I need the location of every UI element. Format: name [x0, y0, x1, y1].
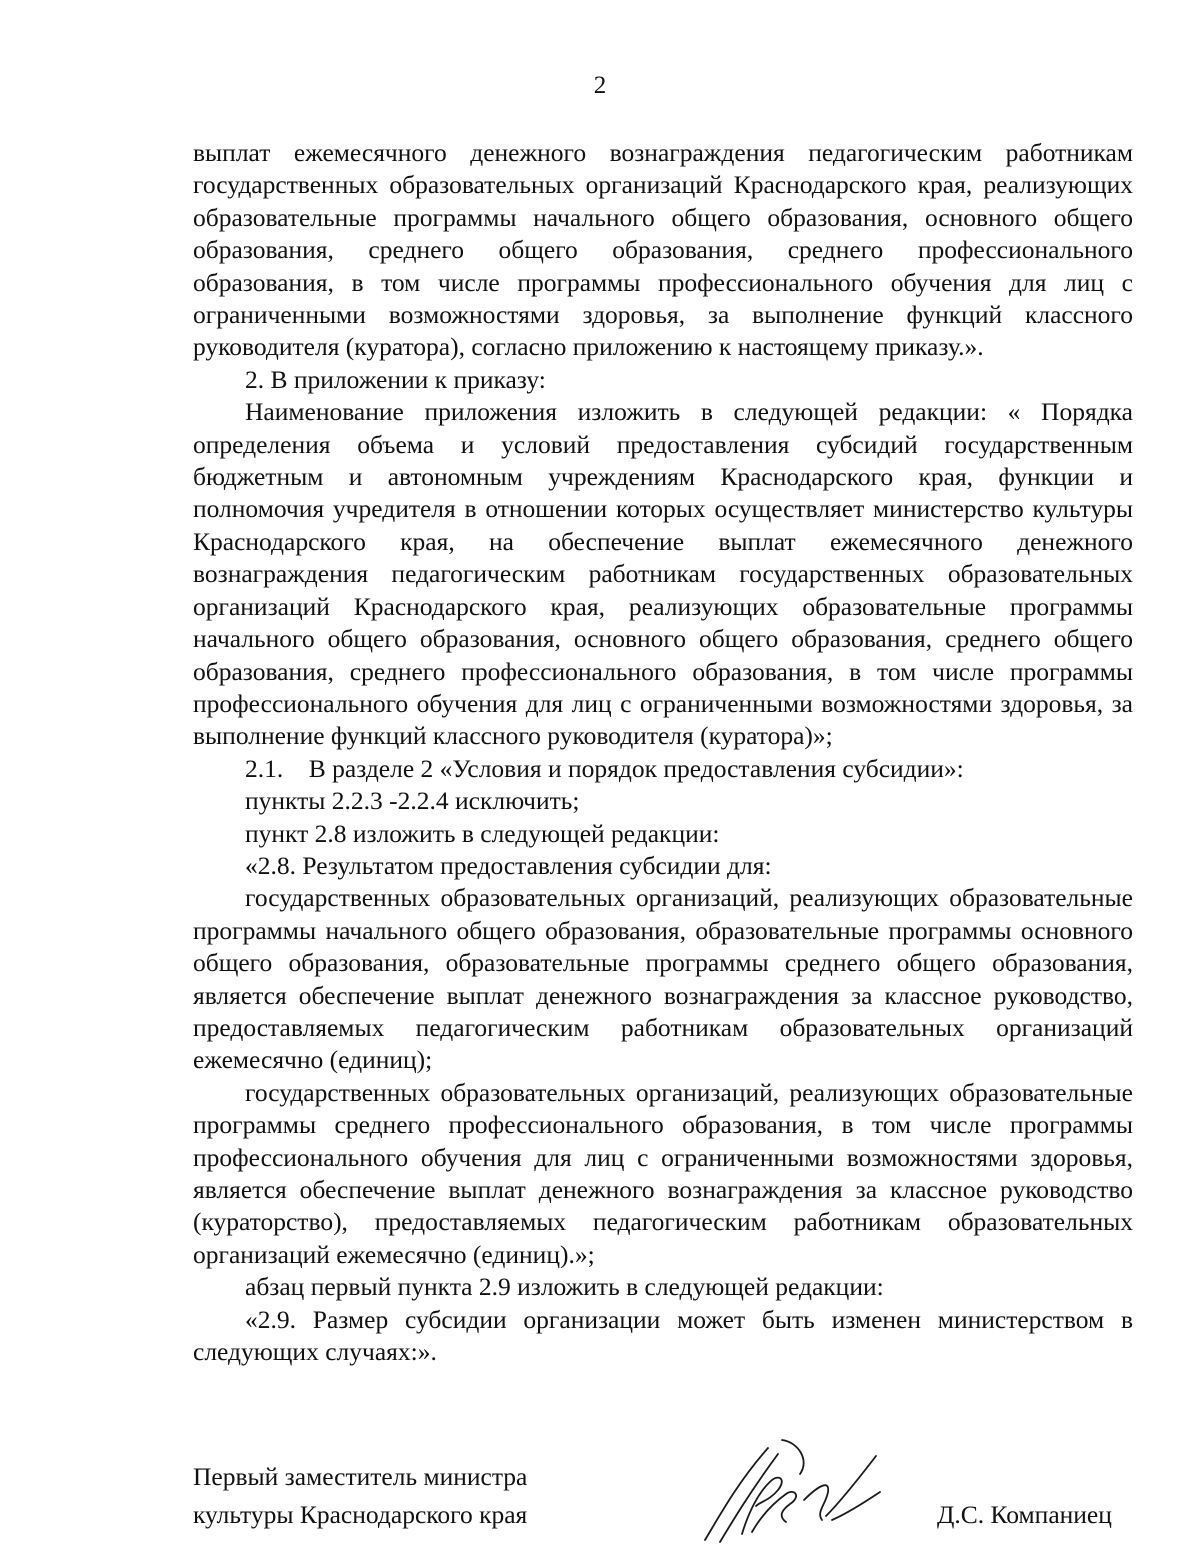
handwritten-signature	[690, 1430, 910, 1550]
paragraph-point-2-9-intro: абзац первый пункта 2.9 изложить в следующей редакции:	[245, 1272, 884, 1302]
signatory-position-line1: Первый заместитель министра	[193, 1462, 528, 1491]
paragraph-point-2-9: «2.9. Размер субсидии организации может быть изменен министерством в следующих случаях:».	[193, 1304, 1133, 1367]
signatory-position-line2: культуры Краснодарского края	[193, 1500, 528, 1529]
paragraph-point-2-8-intro: пункт 2.8 изложить в следующей редакции:	[245, 818, 720, 848]
paragraph-appendix-title: Наименование приложения изложить в следующей редакции: « Порядка определения объема и условий предоставления субсидий государственным бюджетным и автономным учреждениям Краснодарского края, функции и полномочия учредителя в отношении которых осуществляет министерство культуры Краснодарского края, на обеспечение выплат ежемесячного денежного вознаграждения педагогическим работникам государственных образовательных организаций Краснодарского края, реализующих образовательные программы начального общего образования, основного общего образования, среднего общего образования, среднего профессионального образования, в том числе программы профессионального обучения для лиц с ограниченными возможностями здоровья, за выполнение функций классного руководителя (куратора)»;	[193, 397, 1133, 751]
page-number: 2	[593, 72, 607, 99]
paragraph-continuation: выплат ежемесячного денежного вознаграждения педагогическим работникам государственных образовательных организаций Краснодарского края, реализующих образовательные программы начального общего образования, основного общего образования, среднего общего образования, среднего профессионального образования, в том числе программы профессионального обучения для лиц с ограниченными возможностями здоровья, за выполнение функций классного руководителя (куратора), согласно приложению к настоящему приказу.».	[193, 138, 1133, 362]
paragraph-general-education: государственных образовательных организаций, реализующих образовательные программы начального общего образования, образовательные программы основного общего образования, образовательные программы среднего общего образования, является обеспечение выплат денежного вознаграждения за классное руководство, предоставляемых педагогическим работникам образовательных организаций ежемесячно (единиц);	[193, 883, 1133, 1075]
paragraph-professional-education: государственных образовательных организаций, реализующих образовательные программы среднего профессионального образования, в том числе программы профессионального обучения для лиц с ограниченными возможностями здоровья, является обеспечение выплат денежного вознаграждения за классное руководство (кураторство), предоставляемых педагогическим работникам образовательных организаций ежемесячно (единиц).»;	[193, 1077, 1133, 1269]
paragraph-item-2-1: 2.1. В разделе 2 «Условия и порядок предоставления субсидии»:	[245, 753, 964, 783]
paragraph-item-2: 2. В приложении к приказу:	[245, 364, 546, 394]
signatory-name: Д.С. Компаниец	[937, 1500, 1112, 1529]
signatory-position	[193, 1458, 527, 1534]
paragraph-point-2-8: «2.8. Результатом предоставления субсидии для:	[245, 850, 772, 880]
paragraph-exclude-points: пункты 2.2.3 -2.2.4 исключить;	[245, 786, 580, 816]
document-body	[193, 137, 1133, 1368]
